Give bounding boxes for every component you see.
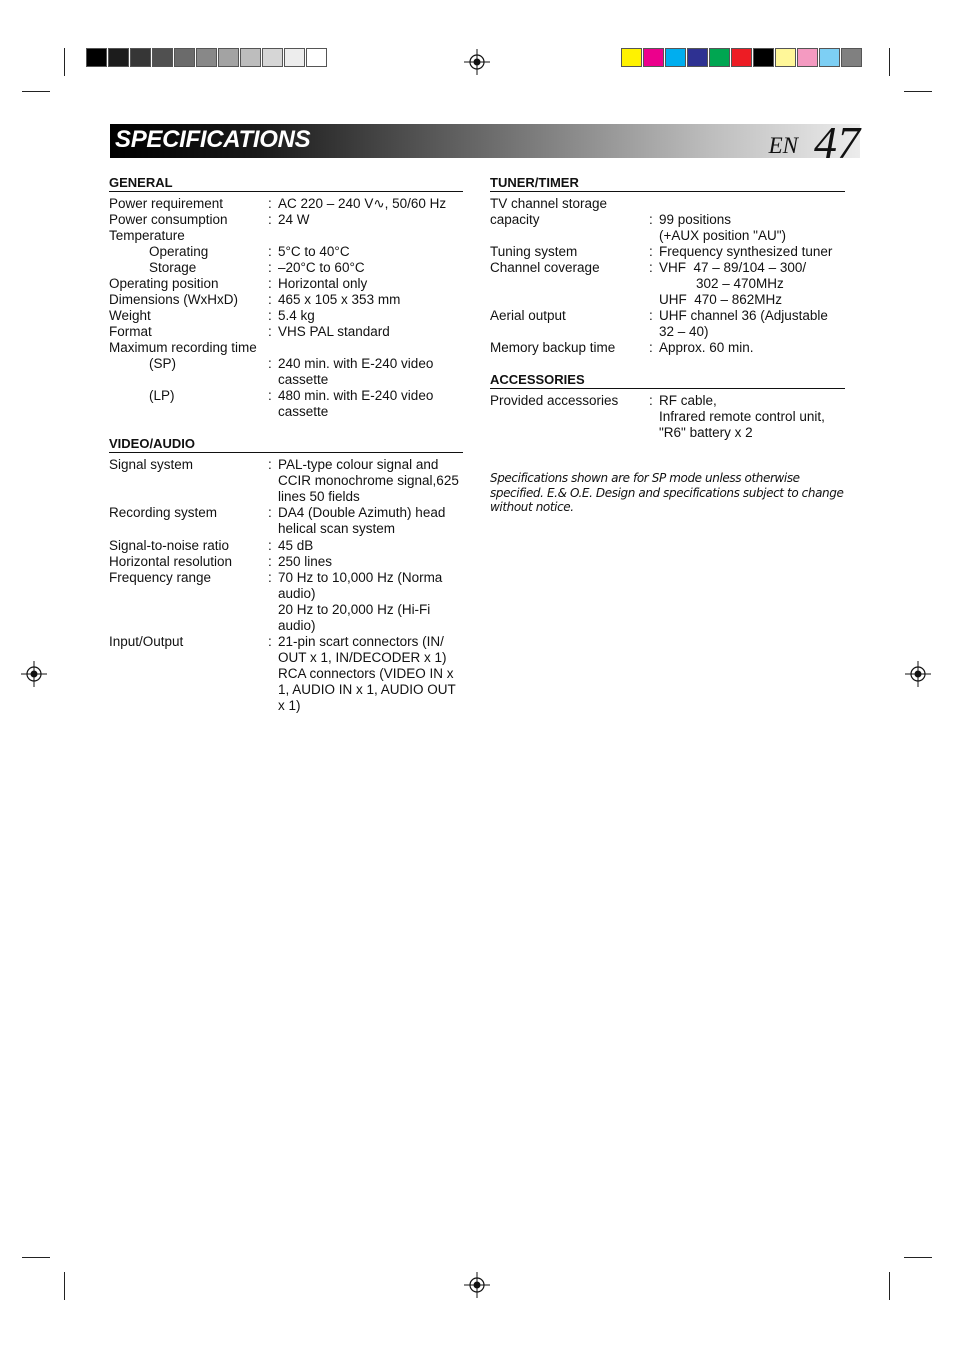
spec-row [490, 228, 845, 244]
specifications-note: Specifications shown are for SP mode unless otherwise specified. E.& O.E. Design and specifications subject to change without notice. [490, 471, 844, 514]
spec-label: Signal-to-noise ratio [109, 538, 230, 553]
spec-label [490, 409, 649, 425]
spec-label: Storage [149, 260, 197, 275]
color-swatch [797, 48, 818, 67]
registration-target-icon [21, 661, 47, 687]
spec-label: Operating position [109, 276, 219, 291]
spec-row [109, 340, 463, 356]
spec-row: Horizontal resolution : 250 lines [109, 554, 463, 570]
spec-value: 250 lines [278, 554, 333, 569]
spec-row: Signal system : PAL-type colour signal and CCIR monochrome signal,625 lines 50 fields [109, 457, 463, 505]
spec-value: "R6" battery x 2 [659, 425, 753, 440]
spec-label: (LP) [149, 388, 175, 403]
gray-swatch [130, 48, 151, 67]
spec-row: Power requirement : AC 220 – 240 V∿, 50/60 Hz [109, 196, 463, 212]
spec-value: 240 min. with E-240 video cassette [278, 356, 434, 387]
spec-value: 99 positions [659, 212, 732, 227]
spec-value: 45 dB [278, 538, 314, 553]
section-title: VIDEO/AUDIO [109, 436, 463, 453]
gray-swatch [262, 48, 283, 67]
spec-label [109, 602, 268, 634]
spec-label: Aerial output [490, 308, 566, 323]
spec-value: Approx. 60 min. [659, 340, 754, 355]
gray-swatch [152, 48, 173, 67]
spec-row: Operating : 5°C to 40°C [109, 244, 463, 260]
spec-row [109, 602, 463, 634]
crop-mark [64, 1272, 65, 1300]
gray-swatch [86, 48, 107, 67]
spec-row: Recording system : DA4 (Double Azimuth) head helical scan system [109, 505, 463, 537]
spec-row: Input/Output : 21-pin scart connectors (IN/ OUT x 1, IN/DECODER x 1) RCA connectors (VIDEO IN x 1, AUDIO IN x 1, AUDIO OUT x 1) [109, 634, 463, 714]
crop-mark [889, 48, 890, 76]
spec-label: Format [109, 324, 152, 339]
spec-row: Memory backup time : Approx. 60 min. [490, 340, 845, 356]
page-number: 47 [814, 117, 860, 168]
spec-label: Power consumption [109, 212, 228, 227]
crop-mark [904, 91, 932, 92]
spec-row: Channel coverage : VHF 47 – 89/104 – 300/ [490, 260, 845, 276]
spec-value: Horizontal only [278, 276, 368, 291]
spec-value: –20°C to 60°C [278, 260, 365, 275]
spec-value: 5°C to 40°C [278, 244, 350, 259]
color-swatch [643, 48, 664, 67]
section-title: GENERAL [109, 175, 463, 192]
color-swatch [709, 48, 730, 67]
spec-row: Power consumption : 24 W [109, 212, 463, 228]
language-label: EN [768, 133, 798, 158]
spec-label: Signal system [109, 457, 194, 472]
spec-value: 5.4 kg [278, 308, 315, 323]
spec-row: Dimensions (WxHxD) : 465 x 105 x 353 mm [109, 292, 463, 308]
spec-value: RF cable, [659, 393, 717, 408]
spec-value: VHS PAL standard [278, 324, 390, 339]
spec-row [490, 292, 845, 308]
crop-mark [889, 1272, 890, 1300]
gray-swatch [240, 48, 261, 67]
spec-row: Signal-to-noise ratio : 45 dB [109, 538, 463, 554]
spec-value: DA4 (Double Azimuth) head helical scan system [278, 505, 446, 536]
spec-label: (SP) [149, 356, 176, 371]
spec-row: Tuning system : Frequency synthesized tuner [490, 244, 845, 260]
spec-label [490, 228, 649, 244]
crop-mark [904, 1257, 932, 1258]
spec-row: Provided accessories : RF cable, [490, 393, 845, 409]
spec-row [490, 425, 845, 441]
spec-value: VHF 47 – 89/104 – 300/ [659, 260, 807, 275]
video-audio-section [109, 436, 463, 714]
spec-label [490, 292, 649, 308]
spec-label: Maximum recording time [109, 340, 257, 355]
spec-label: Input/Output [109, 634, 184, 649]
spec-label: Operating [149, 244, 209, 259]
spec-label: Tuning system [490, 244, 578, 259]
registration-target-icon [464, 49, 490, 75]
crop-mark [22, 91, 50, 92]
color-swatch [841, 48, 862, 67]
crop-mark [22, 1257, 50, 1258]
spec-value: 21-pin scart connectors (IN/ OUT x 1, IN/DECODER x 1) RCA connectors (VIDEO IN x 1, AUDIO IN x 1, AUDIO OUT x 1) [278, 634, 456, 713]
grayscale-calibration-bar [86, 48, 328, 68]
spec-row [490, 276, 845, 292]
gray-swatch [306, 48, 327, 67]
spec-label: Frequency range [109, 570, 212, 585]
section-title: TUNER/TIMER [490, 175, 845, 192]
gray-swatch [174, 48, 195, 67]
color-swatch [753, 48, 774, 67]
spec-row: Format : VHS PAL standard [109, 324, 463, 340]
spec-row: (LP) : 480 min. with E-240 video cassette [109, 388, 463, 420]
spec-value: 20 Hz to 20,000 Hz (Hi-Fi audio) [278, 602, 431, 633]
spec-row: Frequency range : 70 Hz to 10,000 Hz (Norma audio) [109, 570, 463, 602]
page-title: SPECIFICATIONS [115, 126, 311, 153]
color-swatch [687, 48, 708, 67]
gray-swatch [284, 48, 305, 67]
spec-label [490, 276, 649, 292]
spec-value: (+AUX position "AU") [659, 228, 787, 243]
spec-value: 24 W [278, 212, 310, 227]
color-calibration-bar [621, 48, 863, 68]
page-header [110, 117, 860, 168]
spec-label: Channel coverage [490, 260, 600, 275]
spec-label: Provided accessories [490, 393, 619, 408]
gray-swatch [108, 48, 129, 67]
color-swatch [819, 48, 840, 67]
spec-row: Weight : 5.4 kg [109, 308, 463, 324]
tuner-timer-section [490, 175, 845, 356]
spec-value: Frequency synthesized tuner [659, 244, 833, 259]
spec-row: Aerial output : UHF channel 36 (Adjustable 32 – 40) [490, 308, 845, 340]
crop-mark [64, 48, 65, 76]
spec-row [109, 228, 463, 244]
spec-value: Infrared remote control unit, [659, 409, 825, 424]
registration-target-icon [464, 1272, 490, 1298]
spec-row [490, 409, 845, 425]
registration-target-icon [905, 661, 931, 687]
spec-value: 480 min. with E-240 video cassette [278, 388, 434, 419]
general-section [109, 175, 463, 420]
spec-value: 465 x 105 x 353 mm [278, 292, 401, 307]
spec-value: 70 Hz to 10,000 Hz (Norma audio) [278, 570, 443, 601]
spec-label: TV channel storage capacity [490, 196, 608, 227]
spec-row: Operating position : Horizontal only [109, 276, 463, 292]
spec-label: Weight [109, 308, 151, 323]
spec-label [490, 425, 649, 441]
spec-value: UHF 470 – 862MHz [659, 292, 783, 307]
gray-swatch [196, 48, 217, 67]
spec-value: 302 – 470MHz [696, 276, 784, 291]
color-swatch [621, 48, 642, 67]
spec-value: UHF channel 36 (Adjustable 32 – 40) [659, 308, 828, 339]
color-swatch [665, 48, 686, 67]
color-swatch [775, 48, 796, 67]
color-swatch [731, 48, 752, 67]
gray-swatch [218, 48, 239, 67]
spec-label: Dimensions (WxHxD) [109, 292, 239, 307]
spec-row: (SP) : 240 min. with E-240 video cassette [109, 356, 463, 388]
spec-label: Temperature [109, 228, 185, 243]
section-title: ACCESSORIES [490, 372, 845, 389]
spec-row: Storage : –20°C to 60°C [109, 260, 463, 276]
spec-value: PAL-type colour signal and CCIR monochrome signal,625 lines 50 fields [278, 457, 459, 504]
spec-row: TV channel storage capacity : 99 positions [490, 196, 845, 228]
spec-value: AC 220 – 240 V∿, 50/60 Hz [278, 196, 447, 211]
spec-label: Memory backup time [490, 340, 616, 355]
spec-label: Recording system [109, 505, 218, 520]
spec-label: Power requirement [109, 196, 224, 211]
accessories-section [490, 372, 845, 441]
spec-label: Horizontal resolution [109, 554, 233, 569]
